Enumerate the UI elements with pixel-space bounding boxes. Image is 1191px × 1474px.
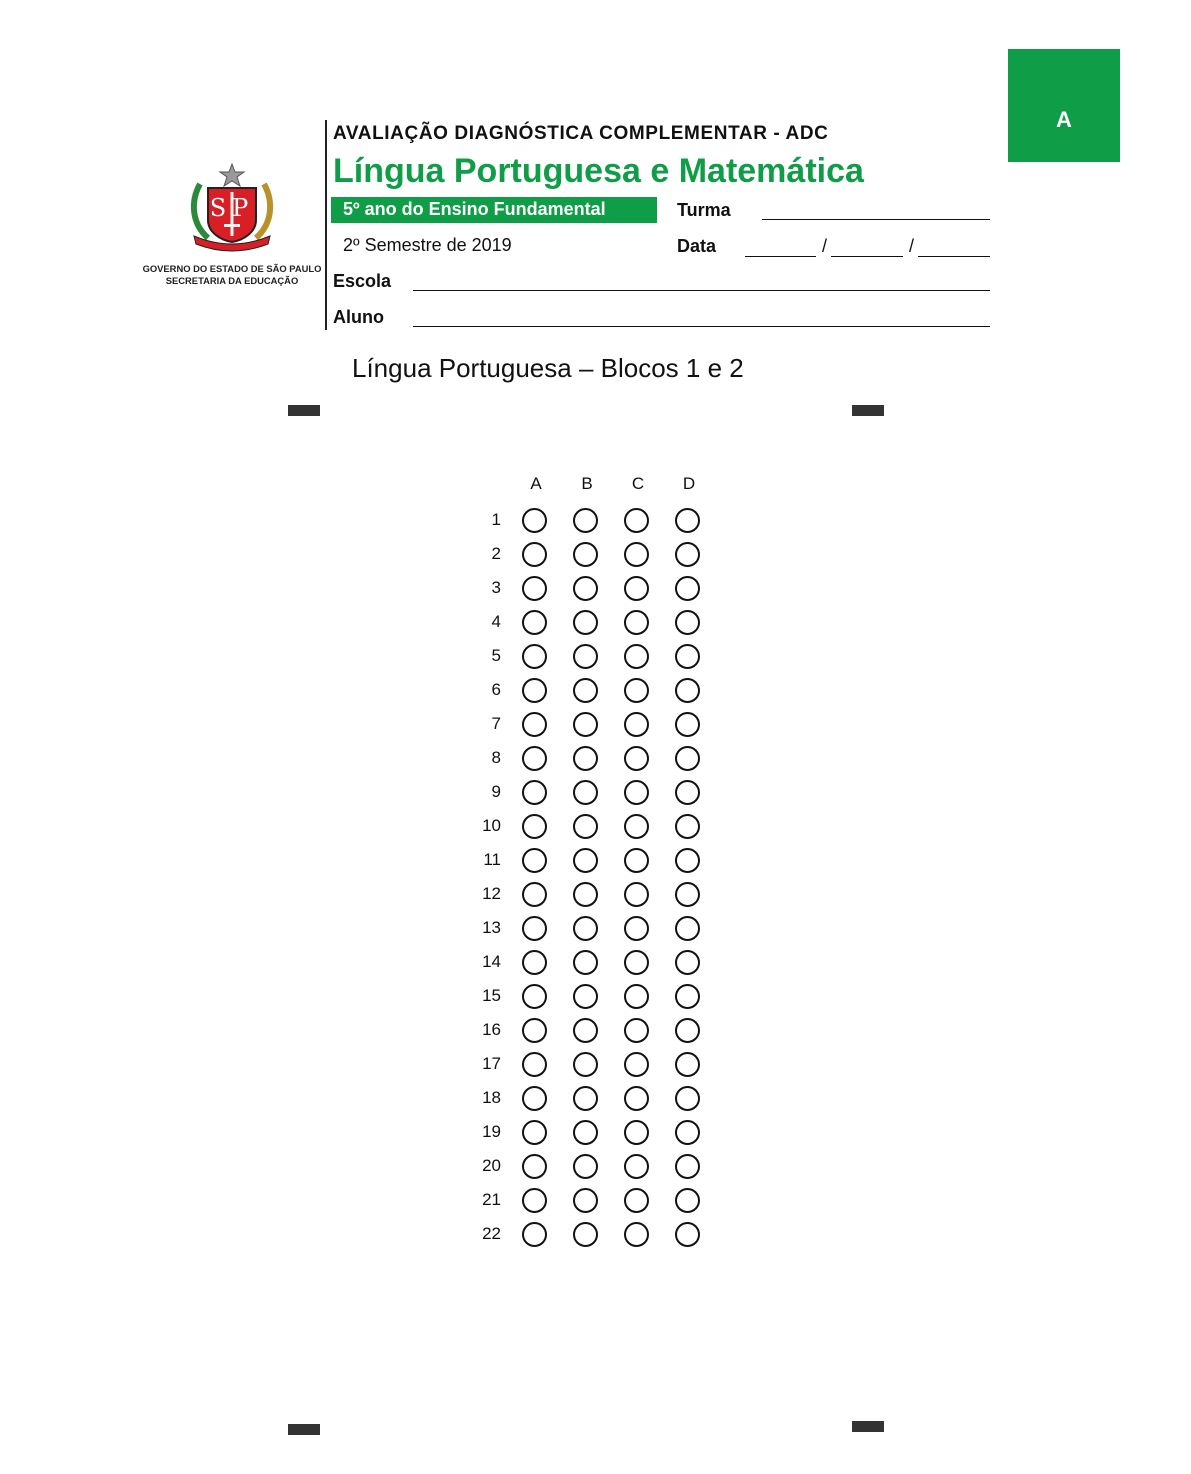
answer-bubble-a[interactable] bbox=[522, 1018, 547, 1043]
answer-bubble-d[interactable] bbox=[675, 746, 700, 771]
turma-label: Turma bbox=[677, 200, 731, 220]
answer-bubble-a[interactable] bbox=[522, 1222, 547, 1247]
answer-bubble-a[interactable] bbox=[522, 1120, 547, 1145]
answer-bubble-a[interactable] bbox=[522, 610, 547, 635]
question-number: 5 bbox=[491, 646, 501, 665]
question-number: 4 bbox=[491, 612, 501, 631]
answer-bubble-a[interactable] bbox=[522, 916, 547, 941]
question-number: 18 bbox=[482, 1088, 501, 1107]
answer-row bbox=[465, 844, 725, 878]
answer-bubble-d[interactable] bbox=[675, 610, 700, 635]
aluno-label: Aluno bbox=[333, 307, 384, 327]
answer-bubble-b[interactable] bbox=[573, 508, 598, 533]
question-number: 11 bbox=[483, 850, 501, 869]
answer-bubble-c[interactable] bbox=[624, 508, 649, 533]
question-number: 12 bbox=[482, 884, 501, 903]
answer-bubble-c[interactable] bbox=[624, 984, 649, 1009]
answer-bubble-a[interactable] bbox=[522, 508, 547, 533]
answer-bubble-c[interactable] bbox=[624, 644, 649, 669]
question-number: 21 bbox=[482, 1190, 501, 1209]
answer-bubble-a[interactable] bbox=[522, 780, 547, 805]
alignment-mark-top-right bbox=[852, 405, 884, 416]
answer-bubble-b[interactable] bbox=[573, 848, 598, 873]
column-header-b: B bbox=[581, 474, 593, 493]
escola-field[interactable] bbox=[413, 290, 990, 291]
answer-bubble-d[interactable] bbox=[675, 1154, 700, 1179]
answer-bubble-b[interactable] bbox=[573, 1222, 598, 1247]
column-header-a: A bbox=[530, 474, 542, 493]
answer-bubble-d[interactable] bbox=[675, 1222, 700, 1247]
answer-bubble-a[interactable] bbox=[522, 984, 547, 1009]
answer-row bbox=[465, 640, 725, 674]
answer-row bbox=[465, 504, 725, 538]
answer-bubble-b[interactable] bbox=[573, 678, 598, 703]
gov-line-2: SECRETARIA DA EDUCAÇÃO bbox=[165, 275, 299, 286]
answer-bubble-b[interactable] bbox=[573, 610, 598, 635]
gov-line-1: GOVERNO DO ESTADO DE SÃO PAULO bbox=[142, 263, 322, 274]
escola-label: Escola bbox=[333, 271, 392, 291]
answer-bubble-c[interactable] bbox=[624, 1188, 649, 1213]
answer-bubble-d[interactable] bbox=[675, 814, 700, 839]
answer-bubble-d[interactable] bbox=[675, 644, 700, 669]
answer-row bbox=[465, 1048, 725, 1082]
answer-bubble-a[interactable] bbox=[522, 576, 547, 601]
exam-title: AVALIAÇÃO DIAGNÓSTICA COMPLEMENTAR - ADC bbox=[333, 123, 829, 144]
answer-bubble-d[interactable] bbox=[675, 1120, 700, 1145]
question-number: 7 bbox=[491, 714, 501, 733]
question-number: 15 bbox=[482, 986, 501, 1005]
answer-bubble-b[interactable] bbox=[573, 712, 598, 737]
answer-row bbox=[465, 878, 725, 912]
answer-bubble-c[interactable] bbox=[624, 576, 649, 601]
answer-bubble-b[interactable] bbox=[573, 780, 598, 805]
question-number: 9 bbox=[491, 782, 501, 801]
answer-bubble-a[interactable] bbox=[522, 882, 547, 907]
answer-row bbox=[465, 1218, 725, 1252]
answer-bubble-d[interactable] bbox=[675, 916, 700, 941]
answer-row bbox=[465, 980, 725, 1014]
aluno-field[interactable] bbox=[413, 326, 990, 327]
question-number: 16 bbox=[482, 1020, 501, 1039]
answer-bubble-b[interactable] bbox=[573, 746, 598, 771]
answer-bubble-d[interactable] bbox=[675, 848, 700, 873]
answer-bubble-d[interactable] bbox=[675, 508, 700, 533]
answer-bubble-a[interactable] bbox=[522, 848, 547, 873]
answer-row bbox=[465, 742, 725, 776]
answer-bubble-d[interactable] bbox=[675, 1052, 700, 1077]
answer-row bbox=[465, 912, 725, 946]
answer-bubble-d[interactable] bbox=[675, 984, 700, 1009]
date-year-field[interactable] bbox=[918, 256, 990, 257]
answer-row bbox=[465, 606, 725, 640]
version-box bbox=[1008, 49, 1120, 162]
question-number: 19 bbox=[482, 1122, 501, 1141]
alignment-mark-bottom-left bbox=[288, 1424, 320, 1435]
answer-row bbox=[465, 1150, 725, 1184]
header-divider bbox=[325, 120, 327, 330]
answer-bubble-d[interactable] bbox=[675, 1018, 700, 1043]
answer-bubble-a[interactable] bbox=[522, 644, 547, 669]
answer-bubble-a[interactable] bbox=[522, 712, 547, 737]
answer-bubble-b[interactable] bbox=[573, 916, 598, 941]
answer-bubble-d[interactable] bbox=[675, 576, 700, 601]
answer-bubble-b[interactable] bbox=[573, 882, 598, 907]
question-number: 2 bbox=[491, 544, 501, 563]
answer-bubble-c[interactable] bbox=[624, 1086, 649, 1111]
answer-bubble-c[interactable] bbox=[624, 542, 649, 567]
answer-bubble-b[interactable] bbox=[573, 1120, 598, 1145]
answer-row bbox=[465, 776, 725, 810]
date-separator-2: / bbox=[909, 236, 915, 256]
question-number: 3 bbox=[491, 578, 501, 597]
turma-field[interactable] bbox=[762, 219, 990, 220]
question-number: 22 bbox=[482, 1224, 501, 1243]
answer-bubble-a[interactable] bbox=[522, 1086, 547, 1111]
answer-bubble-b[interactable] bbox=[573, 950, 598, 975]
question-number: 10 bbox=[482, 816, 501, 835]
answer-bubble-c[interactable] bbox=[624, 814, 649, 839]
answer-bubble-d[interactable] bbox=[675, 1188, 700, 1213]
alignment-mark-bottom-right bbox=[852, 1421, 884, 1432]
answer-bubble-b[interactable] bbox=[573, 1154, 598, 1179]
answer-bubble-c[interactable] bbox=[624, 678, 649, 703]
data-label: Data bbox=[677, 236, 717, 256]
subject-title: Língua Portuguesa e Matemática bbox=[333, 152, 864, 190]
answer-bubble-c[interactable] bbox=[624, 712, 649, 737]
answer-bubble-c[interactable] bbox=[624, 1222, 649, 1247]
question-number: 8 bbox=[491, 748, 501, 767]
answer-bubble-c[interactable] bbox=[624, 746, 649, 771]
answer-bubble-a[interactable] bbox=[522, 1052, 547, 1077]
answer-bubble-b[interactable] bbox=[573, 576, 598, 601]
answer-bubble-c[interactable] bbox=[624, 780, 649, 805]
answer-bubble-d[interactable] bbox=[675, 542, 700, 567]
column-header-c: C bbox=[631, 474, 645, 493]
semester-text: 2º Semestre de 2019 bbox=[343, 235, 512, 255]
answer-bubble-a[interactable] bbox=[522, 542, 547, 567]
question-number: 6 bbox=[491, 680, 501, 699]
answer-bubble-a[interactable] bbox=[522, 1154, 547, 1179]
answer-bubble-b[interactable] bbox=[573, 814, 598, 839]
answer-bubble-c[interactable] bbox=[624, 882, 649, 907]
date-day-field[interactable] bbox=[745, 256, 816, 257]
answer-row bbox=[465, 946, 725, 980]
answer-bubble-b[interactable] bbox=[573, 1086, 598, 1111]
answer-bubble-b[interactable] bbox=[573, 1052, 598, 1077]
answer-row bbox=[465, 538, 725, 572]
question-number: 17 bbox=[482, 1054, 501, 1073]
answer-bubble-a[interactable] bbox=[522, 814, 547, 839]
answer-bubble-c[interactable] bbox=[624, 1018, 649, 1043]
answer-bubble-c[interactable] bbox=[624, 1154, 649, 1179]
answer-bubble-d[interactable] bbox=[675, 950, 700, 975]
answer-bubble-c[interactable] bbox=[624, 1052, 649, 1077]
answer-bubble-b[interactable] bbox=[573, 1018, 598, 1043]
answer-bubble-c[interactable] bbox=[624, 848, 649, 873]
answer-bubble-d[interactable] bbox=[675, 1086, 700, 1111]
answer-row bbox=[465, 674, 725, 708]
answer-row bbox=[465, 1082, 725, 1116]
grade-text: 5º ano do Ensino Fundamental bbox=[343, 199, 606, 219]
answer-bubble-d[interactable] bbox=[675, 712, 700, 737]
answer-row bbox=[465, 572, 725, 606]
answer-row bbox=[465, 810, 725, 844]
answer-bubble-a[interactable] bbox=[522, 746, 547, 771]
logo-letters: SP bbox=[209, 194, 255, 222]
column-header-d: D bbox=[682, 474, 696, 493]
date-month-field[interactable] bbox=[831, 256, 903, 257]
answer-bubble-a[interactable] bbox=[522, 950, 547, 975]
question-number: 1 bbox=[491, 510, 501, 529]
answer-bubble-c[interactable] bbox=[624, 1120, 649, 1145]
section-title: Língua Portuguesa – Blocos 1 e 2 bbox=[352, 353, 744, 383]
answer-bubble-c[interactable] bbox=[624, 950, 649, 975]
date-separator-1: / bbox=[822, 236, 828, 256]
answer-bubble-b[interactable] bbox=[573, 1188, 598, 1213]
answer-bubble-a[interactable] bbox=[522, 678, 547, 703]
answer-row bbox=[465, 1014, 725, 1048]
answer-bubble-b[interactable] bbox=[573, 984, 598, 1009]
answer-bubble-a[interactable] bbox=[522, 1188, 547, 1213]
version-label: A bbox=[1056, 107, 1072, 132]
answer-row bbox=[465, 1116, 725, 1150]
answer-bubble-d[interactable] bbox=[675, 780, 700, 805]
answer-row bbox=[465, 708, 725, 742]
answer-bubble-c[interactable] bbox=[624, 916, 649, 941]
question-number: 20 bbox=[482, 1156, 501, 1175]
answer-bubble-b[interactable] bbox=[573, 644, 598, 669]
answer-bubble-d[interactable] bbox=[675, 678, 700, 703]
answer-bubble-b[interactable] bbox=[573, 542, 598, 567]
answer-row bbox=[465, 1184, 725, 1218]
government-name bbox=[141, 263, 323, 287]
question-number: 14 bbox=[482, 952, 501, 971]
answer-bubble-c[interactable] bbox=[624, 610, 649, 635]
question-number: 13 bbox=[482, 918, 501, 937]
alignment-mark-top-left bbox=[288, 405, 320, 416]
answer-bubble-d[interactable] bbox=[675, 882, 700, 907]
